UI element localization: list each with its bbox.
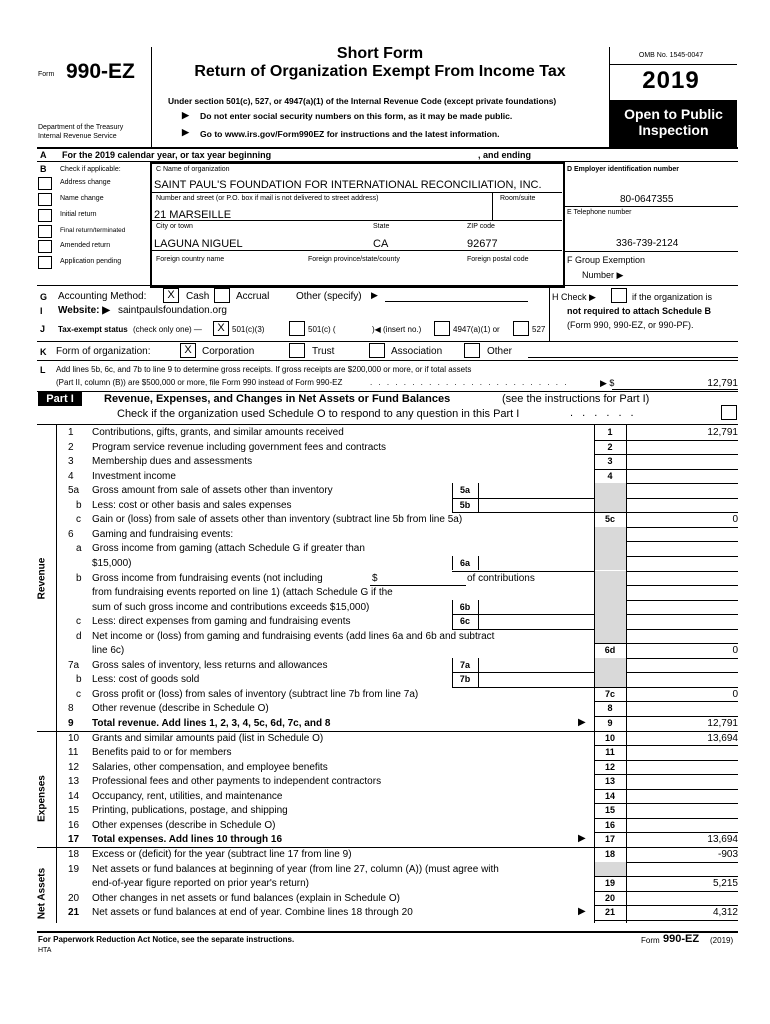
line-description: Printing, publications, postage, and shipping	[92, 805, 288, 817]
line-number: a	[76, 543, 82, 555]
zip-label: ZIP code	[467, 223, 495, 230]
line-box-label: 13	[604, 776, 615, 787]
corporation-checkbox[interactable]: X	[180, 343, 196, 358]
line-number: 9	[68, 718, 74, 729]
sub-line-label: 6a	[459, 557, 470, 568]
line-description: Gross profit or (loss) from sales of inventory (subtract line 7b from line 7a)	[92, 688, 419, 700]
line-number: 16	[68, 819, 80, 831]
other-method-label: Other (specify)	[296, 291, 362, 302]
line-number: 5a	[68, 485, 80, 497]
other-org-checkbox[interactable]	[464, 343, 480, 358]
tax-year: 2019	[642, 67, 700, 94]
schedule-o-check-text: Check if the organization used Schedule O to respond to any question in this Part I	[117, 408, 520, 420]
application-pending-label: Application pending	[60, 258, 122, 265]
part-i-label: Part I	[38, 392, 82, 406]
sub-line-label: 6c	[459, 616, 470, 627]
schedule-b-checkbox[interactable]	[611, 288, 627, 303]
shaded-cell	[595, 614, 626, 629]
arrow-icon: ▶	[578, 833, 586, 845]
sub-line-label: 7a	[459, 659, 470, 670]
foreign-postal-label: Foreign postal code	[467, 256, 529, 263]
letter-i: I	[40, 306, 43, 316]
arrow-icon: ▶	[182, 110, 189, 120]
city-label: City or town	[156, 223, 193, 230]
trust-checkbox[interactable]	[289, 343, 305, 358]
line-box-label: 7c	[604, 688, 615, 699]
line-number: 21	[68, 907, 80, 919]
line-number: c	[76, 688, 81, 700]
insert-no-label: )◀ (insert no.)	[372, 325, 422, 334]
line-number: 4	[68, 470, 74, 482]
line-number: 8	[68, 703, 74, 715]
foreign-country-label: Foreign country name	[156, 256, 225, 263]
amended-return-label: Amended return	[60, 242, 111, 249]
line-description: Membership dues and assessments	[92, 456, 253, 468]
line-box-label: 19	[604, 878, 615, 889]
letter-a: A	[40, 150, 47, 160]
section-divider	[37, 731, 738, 732]
city-field[interactable]: LAGUNA NIGUEL	[154, 238, 243, 250]
no-ssn-warning: Do not enter social security numbers on this form, as it may be made public.	[200, 111, 513, 121]
line-description: Less: cost or other basis and sales expenses	[92, 499, 292, 511]
website-field[interactable]: saintpaulsfoundation.org	[118, 305, 227, 316]
4947-checkbox[interactable]	[434, 321, 450, 336]
line-amount[interactable]: 12,791	[707, 427, 738, 438]
shaded-cell	[595, 672, 626, 687]
sub-line-label: 7b	[459, 674, 471, 685]
address-change-label: Address change	[60, 179, 111, 186]
sub-line-input[interactable]	[452, 571, 594, 572]
line-amount[interactable]: 13,694	[707, 732, 738, 744]
line-number: c	[76, 514, 81, 526]
line-box-label: 2	[607, 441, 613, 452]
line-description: Grants and similar amounts paid (list in Schedule O)	[92, 732, 324, 744]
other-org-label: Other	[487, 346, 513, 357]
dollar-sign: ▶ $	[600, 378, 615, 388]
schedule-o-checkbox[interactable]	[721, 405, 737, 420]
room-suite-label: Room/suite	[500, 195, 536, 202]
footer-form-word: Form	[641, 936, 660, 945]
amended-return-checkbox[interactable]	[38, 240, 52, 253]
zip-field[interactable]: 92677	[467, 238, 498, 250]
line-box-label: 17	[604, 834, 615, 845]
association-label: Association	[391, 346, 443, 357]
open-to-public-box	[610, 101, 737, 147]
sub-line-input[interactable]	[452, 498, 594, 499]
cash-label: Cash	[186, 291, 210, 302]
inspection: Inspection	[638, 122, 709, 138]
line-box-label: 10	[604, 732, 615, 743]
line-box-label: 3	[607, 456, 613, 467]
line-description: Other changes in net assets or fund balances (explain in Schedule O)	[92, 892, 400, 904]
501c3-checkbox[interactable]: X	[213, 321, 229, 336]
shaded-cell	[595, 571, 626, 586]
final-return-checkbox[interactable]	[38, 225, 52, 238]
line-box-label: 21	[604, 907, 615, 918]
527-checkbox[interactable]	[513, 321, 529, 336]
association-checkbox[interactable]	[369, 343, 385, 358]
line-box-label: 4	[607, 470, 613, 481]
arrow-icon: ▶	[578, 906, 586, 918]
arrow-icon: ▶	[371, 290, 378, 300]
shaded-cell	[595, 527, 626, 542]
line-number: 19	[68, 863, 80, 875]
letter-g: G	[40, 292, 48, 302]
line-description: Less: cost of goods sold	[92, 674, 200, 686]
527-label: 527	[532, 325, 546, 334]
section-divider	[37, 847, 738, 848]
hta-label: HTA	[38, 947, 52, 954]
line-description: from fundraising events reported on line 1) (attach Schedule G if the	[92, 587, 393, 599]
footer-form-year: (2019)	[710, 936, 734, 945]
line-amount[interactable]: 4,312	[712, 907, 738, 919]
line-description: Total revenue. Add lines 1, 2, 3, 4, 5c, 6d, 7c, and 8	[92, 718, 331, 729]
trust-label: Trust	[312, 346, 335, 357]
line-number: 1	[68, 427, 74, 438]
line-description: Net assets or fund balances at end of year. Combine lines 18 through 20	[92, 907, 413, 919]
shaded-cell	[595, 585, 626, 600]
sub-line-input[interactable]	[452, 687, 594, 688]
line-number: 13	[68, 776, 80, 788]
line-box-label: 16	[604, 819, 615, 830]
schedule-b-text: if the organization is	[632, 292, 713, 302]
line-description: Benefits paid to or for members	[92, 747, 232, 759]
schedule-b-not-required: not required to attach Schedule B	[567, 306, 712, 316]
line-number: b	[76, 499, 82, 511]
line-description: Gross sales of inventory, less returns and allowances	[92, 659, 328, 671]
letter-b: B	[40, 164, 47, 174]
line-number: 17	[68, 834, 80, 846]
page-title: Return of Organization Exempt From Income Tax	[194, 63, 566, 80]
line-number: 7a	[68, 659, 80, 671]
name-change-label: Name change	[60, 195, 104, 202]
line-box-label: 18	[604, 848, 615, 859]
line-description: end-of-year figure reported on prior year's return)	[92, 878, 310, 890]
name-of-org-label: C Name of organization	[156, 166, 230, 173]
4947-label: 4947(a)(1) or	[453, 325, 500, 334]
line-description: Investment income	[92, 470, 176, 482]
line-description: Gross income from gaming (attach Schedule G if greater than	[92, 543, 365, 555]
line-amount[interactable]: -903	[717, 848, 738, 860]
application-pending-checkbox[interactable]	[38, 256, 52, 269]
line-number: 2	[68, 441, 74, 453]
line-box-label: 5c	[604, 514, 615, 525]
line-box-label: 12	[604, 761, 615, 772]
under-section: Under section 501(c), 527, or 4947(a)(1) of the Internal Revenue Code (except private foundations)	[168, 96, 557, 106]
gross-receipts-amount[interactable]: 12,791	[707, 378, 738, 389]
shaded-cell	[595, 600, 626, 615]
phone-field[interactable]: 336-739-2124	[616, 238, 679, 249]
part-i-title-suffix: (see the instructions for Part I)	[502, 393, 650, 405]
gross-receipts-text: Add lines 5b, 6c, and 7b to line 9 to determine gross receipts. If gross receipts are $200,000 or more, or if total assets	[56, 365, 472, 374]
line-number: 3	[68, 456, 74, 468]
sub-line-input[interactable]	[452, 512, 594, 513]
irs-label: Internal Revenue Service	[38, 133, 117, 140]
shaded-cell	[595, 629, 626, 644]
accounting-method-label: Accounting Method:	[58, 291, 147, 302]
shaded-cell	[595, 862, 626, 877]
line-number: 15	[68, 805, 80, 817]
line-description: Gross amount from sale of assets other than inventory	[92, 485, 333, 497]
line-description: Total expenses. Add lines 10 through 16	[92, 834, 283, 846]
line-description: Program service revenue including government fees and contracts	[92, 441, 387, 453]
title-short: Short Form	[336, 45, 424, 62]
net-assets-side-label: Net Assets	[36, 867, 48, 920]
contributions-label: of contributions	[467, 572, 535, 584]
state-field[interactable]: CA	[373, 238, 389, 250]
paperwork-notice: For Paperwork Reduction Act Notice, see the separate instructions.	[38, 935, 295, 944]
501c-label: 501(c) (	[308, 325, 336, 334]
line-description: $15,000)	[92, 557, 132, 569]
initial-return-label: Initial return	[60, 211, 97, 218]
omb-number: OMB No. 1545-0047	[638, 52, 704, 59]
line-amount[interactable]: 0	[732, 688, 738, 700]
and-ending: , and ending	[478, 150, 531, 160]
schedule-b-check-label: H Check ▶	[552, 292, 596, 302]
state-label: State	[373, 223, 390, 230]
line-amount[interactable]: 12,791	[707, 718, 738, 729]
check-if-label: Check if applicable:	[60, 166, 121, 173]
shaded-cell	[595, 556, 626, 571]
line-number: c	[76, 616, 81, 628]
line-box-label: 14	[604, 790, 615, 801]
form-of-org-label: Form of organization:	[56, 346, 151, 357]
tax-year-beginning: For the 2019 calendar year, or tax year beginning	[62, 150, 272, 160]
line-box-label: 6d	[604, 645, 616, 656]
shaded-cell	[595, 658, 626, 673]
shaded-cell	[595, 541, 626, 556]
shaded-cell	[595, 498, 626, 513]
form-word: Form	[38, 71, 55, 78]
sub-line-input[interactable]	[452, 672, 594, 673]
line-number: d	[76, 630, 82, 642]
letter-l: L	[40, 365, 46, 375]
line-description: Gross income from fundraising events (not including	[92, 572, 323, 584]
line-box-label: 20	[604, 892, 615, 903]
line-description: Less: direct expenses from gaming and fundraising events	[92, 616, 351, 628]
line-number: 12	[68, 761, 80, 773]
open-public: Open to Public	[624, 106, 723, 122]
line-box-label: 9	[607, 718, 613, 728]
initial-return-checkbox[interactable]	[38, 209, 52, 222]
website-label: Website: ▶	[58, 305, 110, 316]
sub-line-label: 5a	[459, 485, 470, 496]
arrow-icon: ▶	[578, 717, 586, 728]
line-description: Other revenue (describe in Schedule O)	[92, 703, 269, 715]
street-field[interactable]: 21 MARSEILLE	[154, 209, 232, 221]
group-exemption-label: F Group Exemption	[567, 255, 646, 265]
line-description: sum of such gross income and contributions exceeds $15,000)	[92, 601, 370, 613]
telephone-label: E Telephone number	[567, 209, 632, 216]
footer-form-number: 990-EZ	[663, 933, 700, 945]
line-description: Salaries, other compensation, and employee benefits	[92, 761, 328, 773]
line-amount[interactable]: 13,694	[707, 834, 738, 846]
shaded-cell	[595, 483, 626, 498]
line-box-label: 8	[607, 703, 613, 714]
501c-checkbox[interactable]	[289, 321, 305, 336]
foreign-province-label: Foreign province/state/county	[308, 256, 400, 263]
part-i-title: Revenue, Expenses, and Changes in Net Assets or Fund Balances	[104, 393, 451, 405]
line-description: Professional fees and other payments to independent contractors	[92, 776, 382, 788]
line-amount[interactable]: 0	[732, 645, 738, 657]
corporation-label: Corporation	[202, 346, 255, 357]
line-description: Excess or (deficit) for the year (subtract line 17 from line 9)	[92, 848, 352, 860]
street-label: Number and street (or P.O. box if mail is not delivered to street address)	[156, 195, 379, 202]
schedule-b-forms: (Form 990, 990-EZ, or 990-PF).	[567, 320, 694, 330]
line-box-label: 11	[605, 747, 615, 758]
letter-j: J	[40, 324, 46, 334]
line-description: Contributions, gifts, grants, and similar amounts received	[92, 427, 344, 438]
501c3-label: 501(c)(3)	[232, 325, 265, 334]
line-box-label: 15	[604, 805, 615, 816]
accrual-checkbox[interactable]	[214, 288, 230, 303]
sub-line-label: 6b	[459, 601, 471, 612]
accrual-label: Accrual	[236, 291, 270, 302]
line-number: b	[76, 674, 82, 686]
goto-instructions: Go to www.irs.gov/Form990EZ for instructions and the latest information.	[200, 129, 500, 139]
line-number: 10	[68, 732, 80, 744]
group-exemption-number: Number ▶	[582, 270, 624, 280]
dollar-sign: $	[372, 572, 378, 584]
gross-receipts-text-2: (Part II, column (B)) are $500,000 or more, file Form 990 instead of Form 990-EZ	[56, 378, 343, 387]
sub-line-input[interactable]	[452, 614, 594, 615]
expenses-side-label: Expenses	[36, 775, 48, 822]
line-description: Net assets or fund balances at beginning of year (from line 27, column (A)) (must agree with	[92, 863, 499, 875]
line-number: 11	[68, 747, 79, 759]
sub-line-input[interactable]	[452, 629, 594, 630]
line-description: Gain or (loss) from sale of assets other than inventory (subtract line 5b from line 5a)	[92, 514, 463, 526]
arrow-icon: ▶	[182, 127, 189, 137]
ein-field[interactable]: 80-0647355	[620, 194, 674, 205]
line-description: Other expenses (describe in Schedule O)	[92, 819, 276, 831]
address-change-checkbox[interactable]	[38, 177, 52, 190]
tax-exempt-label: Tax-exempt status	[58, 325, 128, 334]
line-number: 18	[68, 848, 80, 860]
ein-label: D Employer identification number	[567, 166, 680, 173]
line-amount[interactable]: 5,215	[712, 878, 738, 890]
line-description: Occupancy, rent, utilities, and maintenance	[92, 790, 283, 802]
line-number: 6	[68, 528, 74, 540]
name-change-checkbox[interactable]	[38, 193, 52, 206]
line-number: b	[76, 572, 82, 584]
revenue-side-label: Revenue	[36, 557, 48, 600]
line-amount[interactable]: 0	[732, 514, 738, 526]
line-description: line 6c)	[92, 645, 125, 657]
tax-exempt-hint: (check only one) —	[133, 325, 202, 334]
fundraising-contrib-input[interactable]	[370, 585, 466, 586]
letter-k: K	[40, 347, 47, 357]
line-number: 14	[68, 790, 80, 802]
line-description: Net income or (loss) from gaming and fundraising events (add lines 6a and 6b and subtract	[92, 630, 495, 642]
line-box-label: 1	[607, 427, 613, 437]
other-specify-line[interactable]	[385, 301, 528, 302]
line-number: 20	[68, 892, 80, 904]
line-description: Gaming and fundraising events:	[92, 528, 234, 540]
cash-checkbox[interactable]: X	[163, 288, 179, 303]
org-name-field[interactable]: SAINT PAUL'S FOUNDATION FOR INTERNATIONAL RECONCILIATION, INC.	[154, 179, 542, 191]
sub-line-label: 5b	[459, 499, 471, 510]
final-return-label: Final return/terminated	[60, 227, 126, 234]
form-number: 990-EZ	[66, 60, 135, 83]
dept-treasury: Department of the Treasury	[38, 124, 124, 131]
